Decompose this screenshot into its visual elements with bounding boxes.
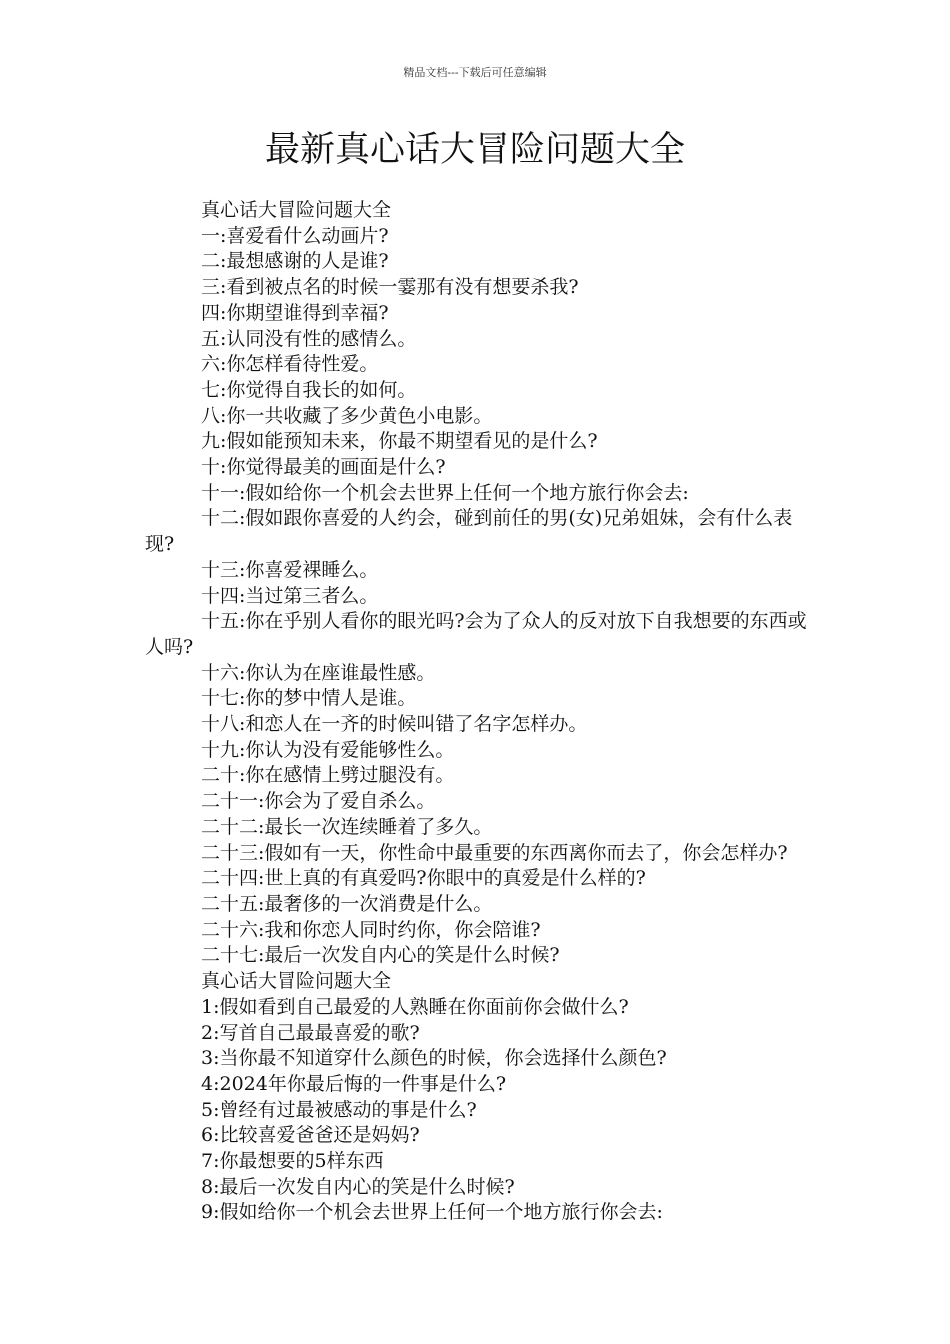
body-line: 6:比较喜爱爸爸还是妈妈? bbox=[201, 1124, 420, 1147]
body-line: 4:2024年你最后悔的一件事是什么? bbox=[201, 1072, 507, 1095]
body-line: 8:最后一次发自内心的笑是什么时候? bbox=[201, 1175, 515, 1198]
body-line: 真心话大冒险问题大全 bbox=[201, 199, 392, 221]
body-line: 六:你怎样看待性爱。 bbox=[201, 353, 379, 376]
body-line: 九:假如能预知未来，你最不期望看见的是什么? bbox=[201, 430, 598, 453]
body-line: 二:最想感谢的人是谁? bbox=[201, 250, 389, 273]
body-line: 二十五:最奢侈的一次消费是什么。 bbox=[201, 892, 493, 915]
document-body bbox=[145, 198, 810, 1226]
body-line: 五:认同没有性的感情么。 bbox=[201, 327, 417, 350]
body-line: 十七:你的梦中情人是谁。 bbox=[201, 687, 417, 710]
body-line: 一:喜爱看什么动画片? bbox=[201, 224, 389, 247]
body-line: 三:看到被点名的时候一霎那有没有想要杀我? bbox=[201, 276, 579, 299]
body-line: 十六:你认为在座谁最性感。 bbox=[201, 661, 436, 684]
body-line: 十九:你认为没有爱能够性么。 bbox=[201, 738, 455, 761]
body-line: 9:假如给你一个机会去世界上任何一个地方旅行你会去: bbox=[201, 1201, 663, 1224]
body-line: 二十:你在感情上劈过腿没有。 bbox=[201, 764, 455, 787]
body-line: 十一:假如给你一个机会去世界上任何一个地方旅行你会去: bbox=[201, 481, 689, 504]
body-line: 二十三:假如有一天，你性命中最重要的东西离你而去了，你会怎样办? bbox=[201, 841, 788, 864]
body-line: 十四:当过第三者么。 bbox=[201, 584, 379, 607]
body-line: 十:你觉得最美的画面是什么? bbox=[201, 456, 446, 479]
body-line: 7:你最想要的5样东西 bbox=[201, 1150, 384, 1173]
body-line: 二十七:最后一次发自内心的笑是什么时候? bbox=[201, 944, 560, 967]
body-line: 二十六:我和你恋人同时约你，你会陪谁? bbox=[201, 918, 541, 941]
body-line: 二十一:你会为了爱自杀么。 bbox=[201, 790, 436, 813]
body-line: 八:你一共收藏了多少黄色小电影。 bbox=[201, 404, 493, 427]
body-line: 十三:你喜爱裸睡么。 bbox=[201, 558, 379, 581]
body-line: 四:你期望谁得到幸福? bbox=[201, 301, 389, 324]
body-line: 二十二:最长一次连续睡着了多久。 bbox=[201, 815, 493, 838]
document-title: 最新真心话大冒险问题大全 bbox=[264, 130, 685, 170]
body-line: 5:曾经有过最被感动的事是什么? bbox=[201, 1098, 477, 1121]
body-line: 十五:你在乎别人看你的眼光吗?会为了众人的反对放下自我想要的东西或人吗? bbox=[145, 610, 807, 658]
body-line: 十八:和恋人在一齐的时候叫错了名字怎样办。 bbox=[201, 713, 588, 736]
body-line: 真心话大冒险问题大全 bbox=[201, 970, 392, 993]
body-line: 2:写首自己最最喜爱的歌? bbox=[201, 1021, 420, 1044]
header-note: 精品文档---下载后可任意编辑 bbox=[403, 66, 547, 79]
body-line: 十二:假如跟你喜爱的人约会，碰到前任的男(女)兄弟姐妹，会有什么表现? bbox=[145, 507, 793, 556]
body-line: 七:你觉得自我长的如何。 bbox=[201, 378, 417, 401]
body-line: 二十四:世上真的有真爱吗?你眼中的真爱是什么样的? bbox=[201, 867, 646, 890]
body-line: 3:当你最不知道穿什么颜色的时候，你会选择什么颜色? bbox=[201, 1047, 667, 1070]
body-line: 1:假如看到自己最爱的人熟睡在你面前你会做什么? bbox=[201, 995, 629, 1018]
